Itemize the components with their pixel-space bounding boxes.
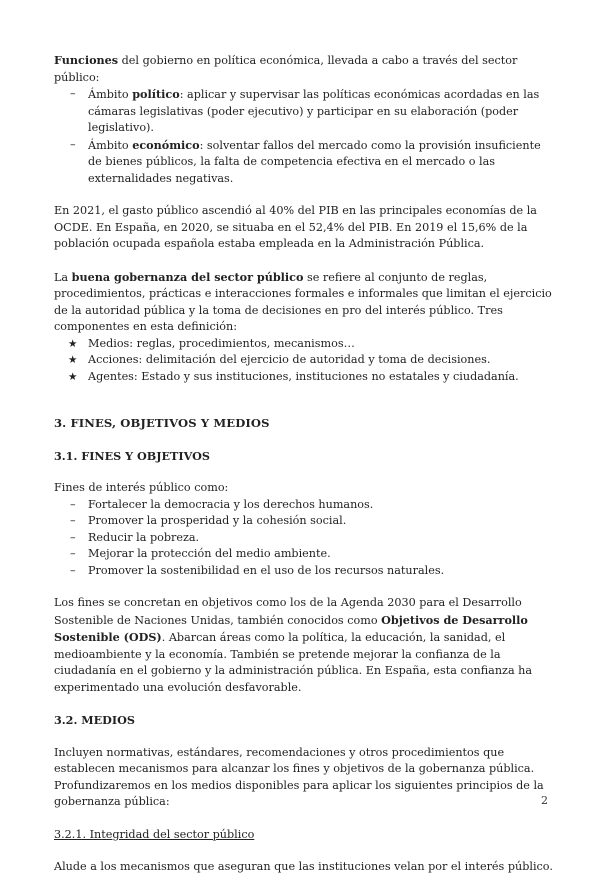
- ods-pre: Los fines se concretan en objetivos como los de la Agenda 2030 para el Desarrollo Sostenible de Naciones Unidas, también conocidos como: [54, 596, 522, 627]
- list-item: ★ Acciones: delimitación del ejercicio de autoridad y toma de decisiones.: [54, 352, 554, 369]
- funciones-lead-rest: del gobierno en política económica, llevada a cabo a través del sector público:: [54, 54, 518, 84]
- fines-block: [54, 480, 554, 579]
- medios-paragraph: Incluyen normativas, estándares, recomendaciones y otros procedimientos que establecen mecanismos para alcanzar los fines y objetivos de la gobernanza pública. Profundizaremos en los medios disponibles para aplicar los siguientes principios de la gobernanza pública:: [54, 745, 544, 808]
- gobernanza-list: [54, 336, 554, 386]
- gobernanza-post: se refiere al conjunto de reglas, procedimientos, prácticas e interacciones formales e informales que limitan el ejercicio de la autoridad pública y la toma de decisiones en pro del interés público. Tres componentes en esta definición:: [54, 270, 552, 333]
- item-pre: Ámbito: [88, 88, 133, 101]
- gobernanza-paragraph: [54, 269, 554, 336]
- gasto-paragraph: En 2021, el gasto público ascendió al 40% del PIB en las principales economías de la OCDE. En España, en 2020, se situaba en el 52,4% del PIB. En 2019 el 15,6% de la población ocupada española estaba empleada en la Administración Pública.: [54, 204, 537, 250]
- section-3-2-1-heading: 3.2.1. Integridad del sector público: [54, 827, 255, 841]
- list-item: – Promover la sostenibilidad en el uso de los recursos naturales.: [54, 563, 554, 580]
- item-post: : solventar fallos del mercado como la provisión insuficiente de bienes públicos, la falta de competencia efectiva en el mercado o las externalidades negativas.: [88, 138, 541, 185]
- item-bold: político: [132, 87, 180, 101]
- list-item: [54, 86, 554, 137]
- ods-bold: Objetivos de Desarrollo Sostenible (ODS): [54, 612, 528, 644]
- list-item: – Mejorar la protección del medio ambiente.: [54, 546, 554, 563]
- funciones-lead-bold: Funciones: [54, 53, 119, 67]
- fines-list: [54, 497, 554, 580]
- list-item: ★ Agentes: Estado y sus instituciones, instituciones no estatales y ciudadanía.: [54, 369, 554, 386]
- fines-intro: Fines de interés público como:: [54, 481, 229, 494]
- list-item: – Reducir la pobreza.: [54, 530, 554, 547]
- integridad-paragraph: Alude a los mecanismos que aseguran que las instituciones velan por el interés público.: [54, 860, 553, 873]
- gobernanza-pre: La: [54, 270, 72, 284]
- page-number: 2: [541, 794, 548, 807]
- gobernanza-bold: buena gobernanza del sector público: [71, 269, 304, 284]
- section-3-heading: 3. FINES, OBJETIVOS Y MEDIOS: [54, 416, 270, 430]
- gobernanza-block: [54, 269, 554, 386]
- item-pre: Ámbito: [88, 138, 133, 152]
- ods-paragraph: [54, 595, 554, 696]
- funciones-list: [54, 86, 554, 187]
- list-item: – Fortalecer la democracia y los derechos humanos.: [54, 497, 554, 514]
- document-page: [54, 52, 554, 892]
- funciones-block: [54, 52, 554, 187]
- list-item: – Promover la prosperidad y la cohesión social.: [54, 513, 554, 530]
- item-bold: económico: [132, 137, 200, 152]
- item-post: : aplicar y supervisar las políticas económicas acordadas en las cámaras legislativas (poder ejecutivo) y participar en su elaboración (poder legislativo).: [88, 88, 540, 134]
- list-item: [54, 137, 554, 188]
- ods-post: . Abarcan áreas como la política, la educación, la sanidad, el medioambiente y la economía. También se pretende mejorar la confianza de la ciudadanía en el gobierno y la administración pública. En España, esta confianza ha experimentado una evolución desfavorable.: [54, 631, 533, 694]
- section-3-2-heading: 3.2. MEDIOS: [54, 713, 135, 727]
- funciones-lead: [54, 52, 554, 86]
- list-item: ★ Medios: reglas, procedimientos, mecanismos…: [54, 336, 554, 353]
- section-3-1-heading: 3.1. FINES Y OBJETIVOS: [54, 448, 210, 463]
